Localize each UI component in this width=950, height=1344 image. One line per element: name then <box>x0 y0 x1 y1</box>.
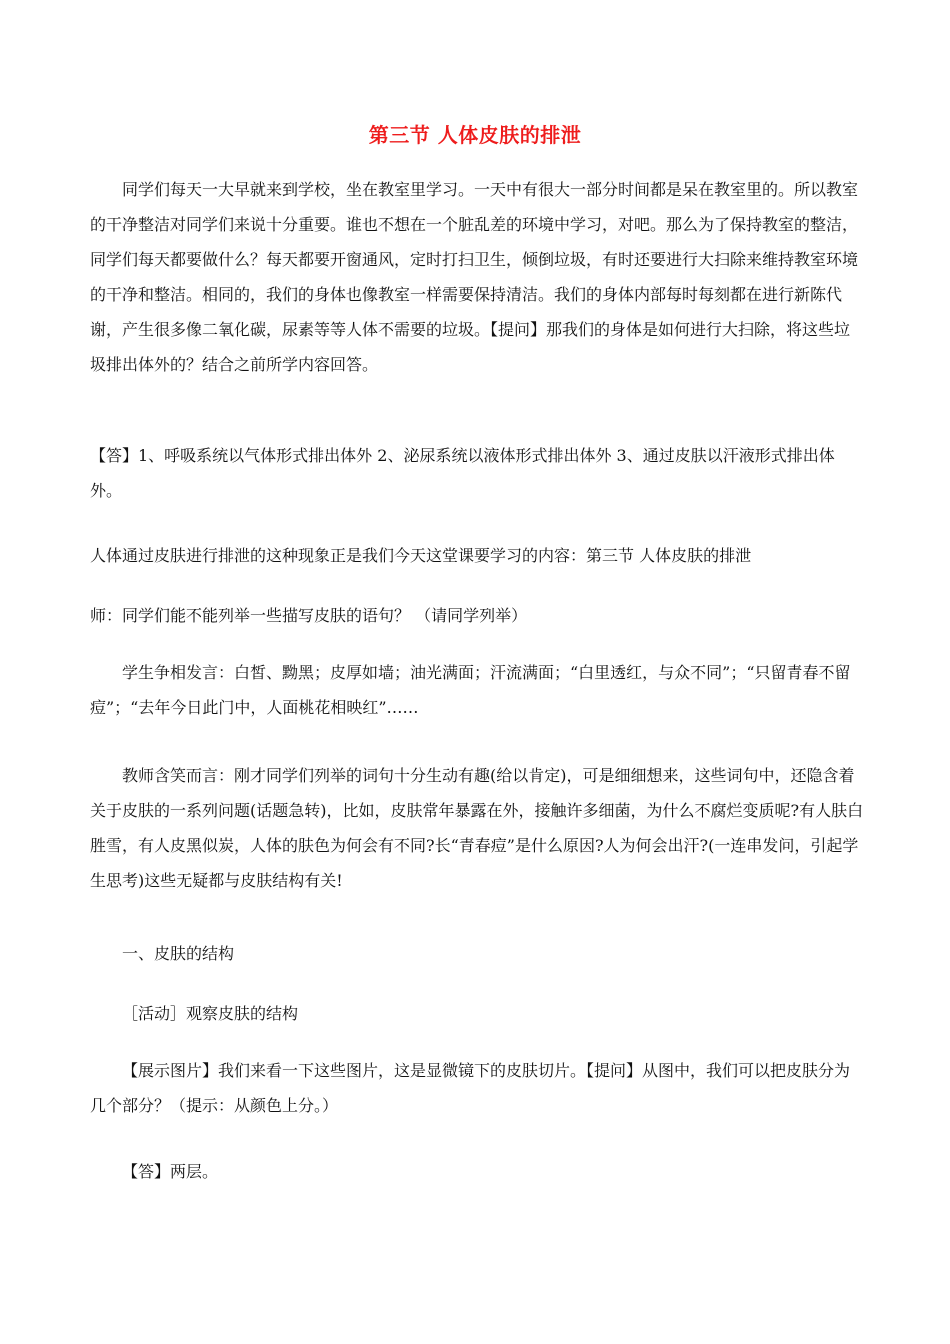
activity-heading: ［活动］观察皮肤的结构 <box>122 1004 299 1023</box>
section-title: 第三节 人体皮肤的排泄 <box>368 123 582 147</box>
section-heading: 一、皮肤的结构 <box>122 944 235 963</box>
topic-intro-paragraph: 人体通过皮肤进行排泄的这种现象正是我们今天这堂课要学习的内容：第三节 人体皮肤的排泄 <box>90 546 752 565</box>
teacher-remarks-paragraph: 教师含笑而言：刚才同学们列举的词句十分生动有趣(给以肯定)，可是细细想来，这些词句中，还隐含着关于皮肤的一系列问题(话题急转)，比如，皮肤常年暴露在外，接触许多细菌，为什么不腐烂变质呢?有人肤白胜雪，有人皮黑似炭，人体的肤色为何会有不同?长“青春痘”是什么原因?人为何会出汗?(一连串发问，引起学生思考)这些无疑都与皮肤结构有关! <box>90 766 864 890</box>
student-responses-paragraph: 学生争相发言：白皙、黝黑；皮厚如墙；油光满面；汗流满面；“白里透红，与众不同”；“只留青春不留痘”；“去年今日此门中，人面桃花相映红”…… <box>90 663 851 717</box>
intro-paragraph: 同学们每天一大早就来到学校，坐在教室里学习。一天中有很大一部分时间都是呆在教室里的。所以教室的干净整洁对同学们来说十分重要。谁也不想在一个脏乱差的环境中学习，对吧。那么为了保持教室的整洁，同学们每天都要做什么？每天都要开窗通风，定时打扫卫生，倾倒垃圾，有时还要进行大扫除来维持教室环境的干净和整洁。相同的，我们的身体也像教室一样需要保持清洁。我们的身体内部每时每刻都在进行新陈代谢，产生很多像二氧化碳，尿素等等人体不需要的垃圾。【提问】那我们的身体是如何进行大扫除，将这些垃圾排出体外的？结合之前所学内容回答。 <box>90 180 859 374</box>
answer-paragraph: 【答】1、呼吸系统以气体形式排出体外 2、泌尿系统以液体形式排出体外 3、通过皮肤以汗液形式排出体外。 <box>90 446 835 500</box>
teacher-question-paragraph: 师：同学们能不能列举一些描写皮肤的语句？ （请同学列举） <box>90 606 528 625</box>
show-pictures-paragraph: 【展示图片】我们来看一下这些图片，这是显微镜下的皮肤切片。【提问】从图中，我们可以把皮肤分为几个部分？（提示：从颜色上分。） <box>90 1061 851 1115</box>
final-answer-paragraph: 【答】两层。 <box>122 1162 219 1181</box>
